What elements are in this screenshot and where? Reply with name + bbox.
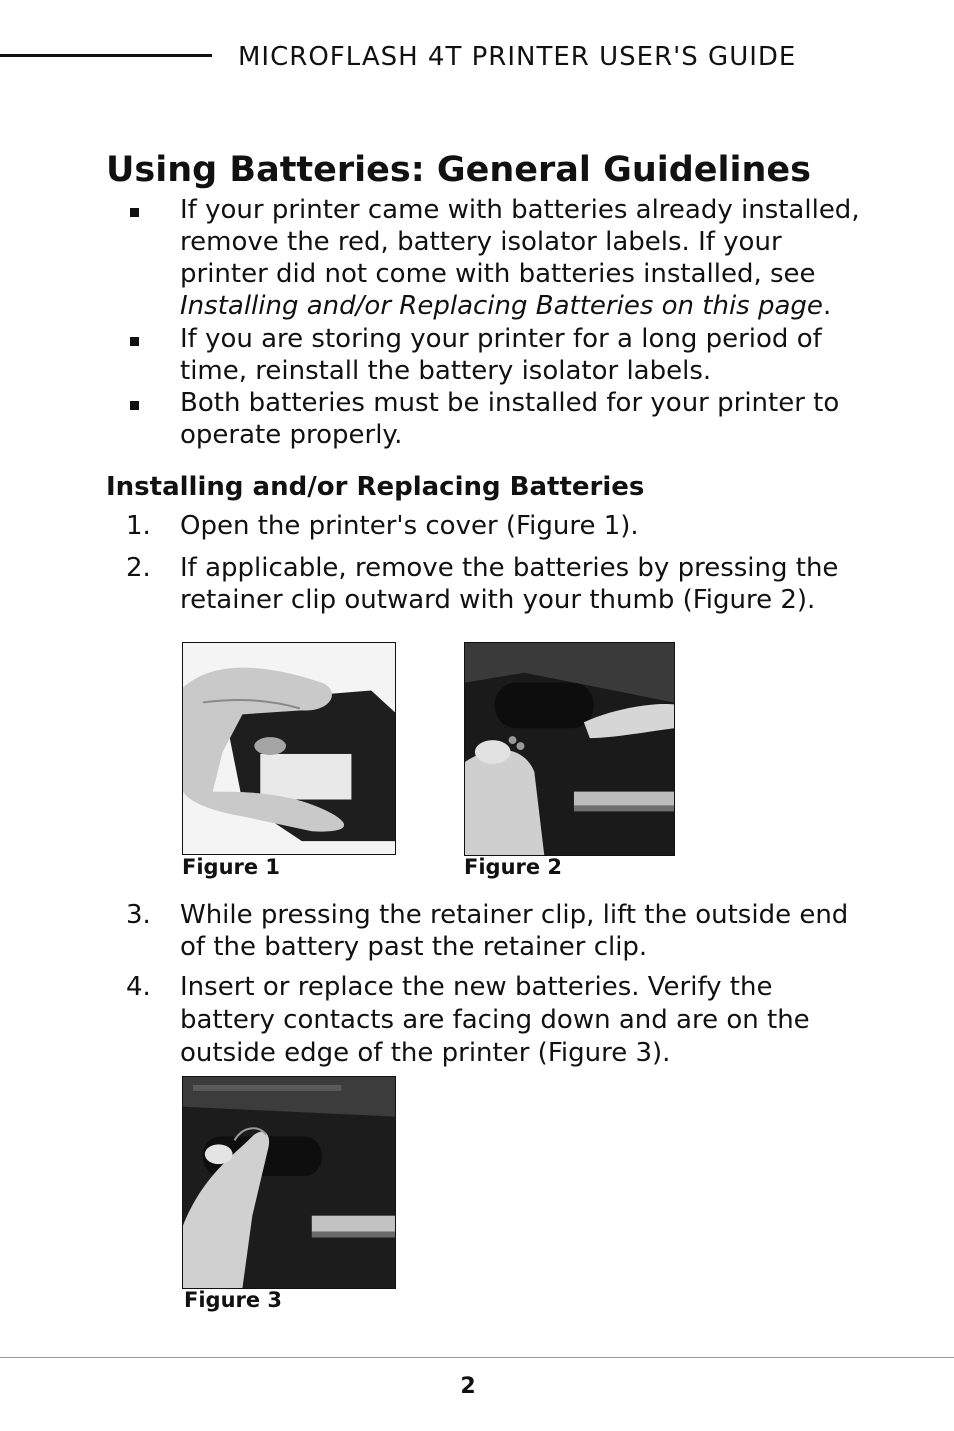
section-title: Using Batteries: General Guidelines	[106, 150, 812, 190]
page-number: 2	[460, 1374, 476, 1399]
step-text: battery contacts are facing down and are on the	[180, 1005, 810, 1035]
step-number: 1.	[126, 511, 151, 541]
step-number: 2.	[126, 553, 151, 583]
bullet-text: If you are storing your printer for a long period of	[180, 324, 822, 354]
bullet-marker	[130, 401, 139, 410]
figure-1-photo	[182, 642, 396, 855]
step-text: If applicable, remove the batteries by pressing the	[180, 553, 839, 583]
figure-3-caption: Figure 3	[184, 1288, 283, 1312]
running-header: MICROFLASH 4T PRINTER USER'S GUIDE	[238, 42, 797, 72]
step-text: While pressing the retainer clip, lift the outside end	[180, 900, 849, 930]
cross-reference-link[interactable]: Installing and/or Replacing Batteries on this page	[180, 291, 823, 321]
step-number: 4.	[126, 972, 151, 1002]
step-text: of the battery past the retainer clip.	[180, 932, 648, 962]
step-text: retainer clip outward with your thumb (Figure 2).	[180, 585, 816, 615]
bullet-text-suffix: .	[822, 291, 832, 321]
step-text: Insert or replace the new batteries. Verify the	[180, 972, 773, 1002]
figure-2-photo	[464, 642, 675, 856]
figure-2-caption: Figure 2	[464, 855, 563, 879]
step-number: 3.	[126, 900, 151, 930]
bullet-text: Both batteries must be installed for your printer to	[180, 388, 840, 418]
procedure-heading: Installing and/or Replacing Batteries	[106, 472, 645, 502]
bullet-text: operate properly.	[180, 420, 403, 450]
step-text: Open the printer's cover (Figure 1).	[180, 511, 639, 541]
footer-rule	[0, 1357, 954, 1358]
bullet-marker	[130, 337, 139, 346]
bullet-text: printer did not come with batteries installed, see	[180, 259, 816, 289]
bullet-marker	[130, 208, 139, 217]
figure-1-illustration	[183, 643, 395, 854]
bullet-text: If your printer came with batteries already installed,	[180, 195, 860, 225]
step-text: outside edge of the printer (Figure 3).	[180, 1038, 671, 1068]
figure-3-illustration	[183, 1077, 395, 1288]
bullet-text: remove the red, battery isolator labels. If your	[180, 227, 782, 257]
bullet-text: time, reinstall the battery isolator labels.	[180, 356, 712, 386]
figure-3-photo	[182, 1076, 396, 1289]
figure-1-caption: Figure 1	[182, 855, 281, 879]
bullet-text	[180, 290, 831, 322]
figure-2-illustration	[465, 643, 674, 855]
header-rule	[0, 54, 212, 57]
